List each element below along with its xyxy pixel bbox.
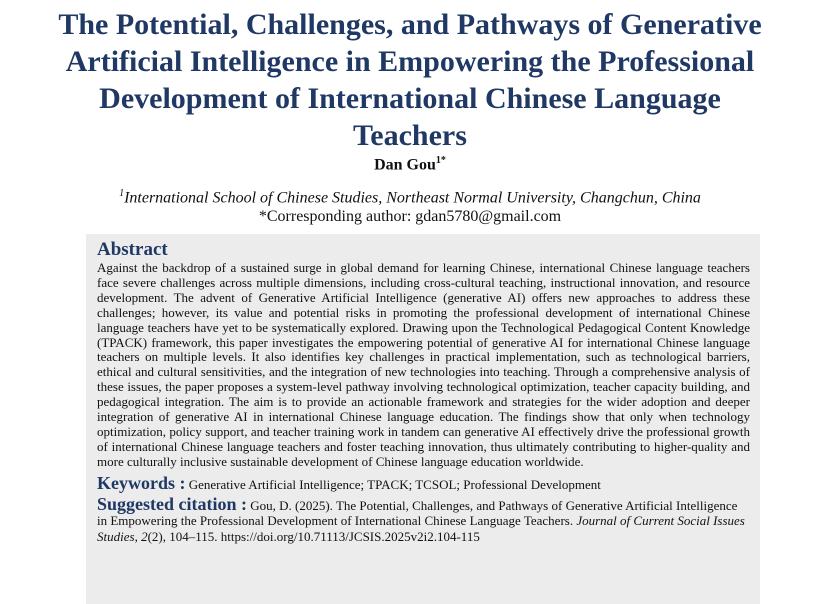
keywords-text: Generative Artificial Intelligence; TPACK; TCSOL; Professional Development xyxy=(188,476,601,492)
citation-journal: Journal of Current Social Issues Studies xyxy=(97,513,745,544)
affiliation-marker: 1 xyxy=(119,188,125,199)
suggested-citation xyxy=(97,493,750,545)
keywords xyxy=(97,474,750,494)
paper-title: The Potential, Challenges, and Pathways of Generative Artificial Intelligence in Empowering the Professional Development of International Chinese Language Teachers xyxy=(58,8,762,152)
author-name: Dan Gou xyxy=(374,156,436,174)
citation-label: Suggested citation : xyxy=(97,493,247,514)
citation-comma: , xyxy=(134,528,138,544)
affiliation-text: International School of Chinese Studies, Northeast Normal University, Changchun, China xyxy=(124,189,701,207)
abstract-heading: Abstract xyxy=(97,239,168,260)
abstract-box xyxy=(86,234,760,604)
citation-issue: (2) xyxy=(147,528,163,544)
citation-text: Gou, D. (2025). The Potential, Challenges, and Pathways of Generative Artificial Intelligence in Empowering the Professional Development of International Chinese Language Teachers. xyxy=(97,497,738,529)
citation-volume: 2 xyxy=(141,528,148,544)
affiliation xyxy=(0,188,820,207)
author-marker: 1* xyxy=(435,155,446,166)
author-line xyxy=(0,155,820,174)
keywords-label: Keywords : xyxy=(97,472,186,493)
abstract-body: Against the backdrop of a sustained surge in global demand for learning Chinese, international Chinese language teachers face severe challenges across multiple dimensions, including cross-cultural teaching, instructional innovation, and resource development. The advent of Generative Artificial Intelligence (generative AI) offers new approaches to address these challenges; however, its value and potential risks in promoting the professional development of international Chinese language teachers have yet to be systematically explored. Drawing upon the Technological Pedagogical Content Knowledge (TPACK) framework, this paper investigates the empowering potential of generative AI for international Chinese language teachers on multiple levels. It also identifies key challenges in practical implementation, such as technological barriers, ethical and cultural sensitivities, and the integration of new technologies into teaching. Through a comprehensive analysis of these issues, the paper proposes a system-level pathway involving technological optimization, teacher capacity building, and pedagogical integration. The aim is to provide an actionable framework and strategies for the wider adoption and deeper integration of generative AI in international Chinese language education. The findings show that only when technology optimization, policy support, and teacher training work in tandem can generative AI effectively drive the professional growth of international Chinese language teachers and foster teaching innovation, thus ultimately contributing to higher-quality and more culturally inclusive sustainable development of Chinese language education worldwide. xyxy=(97,260,750,469)
corresponding-author: *Corresponding author: gdan5780@gmail.com xyxy=(258,208,562,225)
citation-pages-doi[interactable]: , 104–115. https://doi.org/10.71113/JCSIS.2025v2i2.104-115 xyxy=(162,528,480,544)
